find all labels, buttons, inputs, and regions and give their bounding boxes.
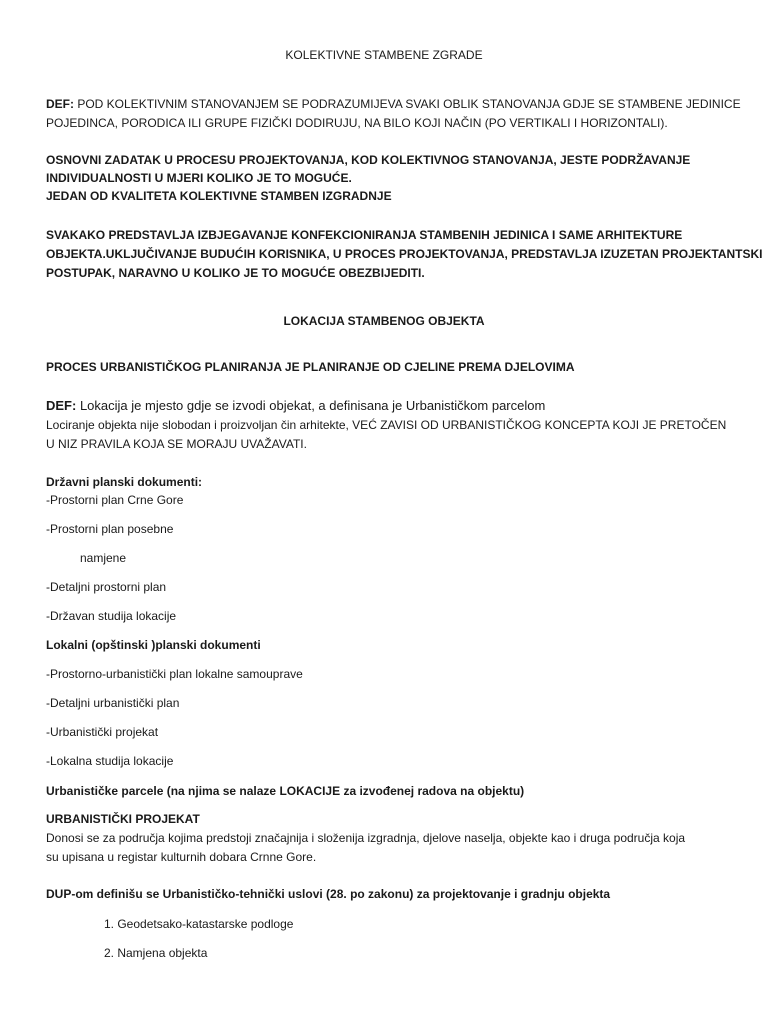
list-item: -Detaljni urbanistički plan (46, 696, 180, 710)
def-lokacija-line-2: Lociranje objekta nije slobodan i proizvoljan čin arhitekte, VEĆ ZAVISI OD URBANISTIČKOG KONCEPTA KOJI JE PRETOČEN (46, 418, 727, 432)
def-lokacija-line-1 (46, 397, 545, 415)
def-label-2: DEF: (46, 398, 77, 413)
parcels-heading: Urbanističke parcele (na njima se nalaze LOKACIJE za izvođenej radova na objektu) (46, 784, 525, 798)
process-statement: PROCES URBANISTIČKOG PLANIRANJA JE PLANIRANJE OD CJELINE PREMA DJELOVIMA (46, 360, 575, 374)
list-item: -Državan studija lokacije (46, 609, 177, 623)
list-item: namjene (80, 551, 127, 565)
dup-statement: DUP-om definišu se Urbanističko-tehnički uslovi (28. po zakonu) za projektovanje i gradnju objekta (46, 887, 611, 901)
local-docs-heading: Lokalni (opštinski )planski dokumenti (46, 638, 261, 652)
numbered-item: 2. Namjena objekta (104, 946, 208, 960)
task-line-1: OSNOVNI ZADATAK U PROCESU PROJEKTOVANJA, KOD KOLEKTIVNOG STANOVANJA, JESTE PODRŽAVANJE (46, 153, 691, 167)
def-kolektivno-line-1 (46, 95, 741, 113)
def-text-2: Lokacija je mjesto gdje se izvodi objekat, a definisana je Urbanističkom parcelom (76, 398, 546, 413)
list-item: -Urbanistički projekat (46, 725, 159, 739)
def-text: POD KOLEKTIVNIM STANOVANJEM SE PODRAZUMIJEVA SVAKI OBLIK STANOVANJA GDJE SE STAMBENE JEDINICE (74, 97, 741, 111)
numbered-item: 1. Geodetsako-katastarske podloge (104, 917, 294, 931)
task-line-3: JEDAN OD KVALITETA KOLEKTIVNE STAMBEN IZGRADNJE (46, 189, 392, 203)
urban-project-line-1: Donosi se za područja kojima predstoji značajnija i složenija izgradnja, djelove naselja, objekte kao i druga područja koja (46, 831, 686, 845)
quality-line-1: SVAKAKO PREDSTAVLJA IZBJEGAVANJE KONFEKCIONIRANJA STAMBENIH JEDINICA I SAME ARHITEKTURE (46, 228, 683, 242)
def-label: DEF: (46, 97, 74, 111)
quality-line-2: OBJEKTA.UKLJUČIVANJE BUDUĆIH KORISNIKA, U PROCES PROJEKTOVANJA, PREDSTAVLJA IZUZETAN PROJEKTANTSKI (46, 247, 763, 261)
def-kolektivno-line-2: POJEDINCA, PORODICA ILI GRUPE FIZIČKI DODIRUJU, NA BILO KOJI NAČIN (PO VERTIKALI I HORIZONTALI). (46, 116, 668, 130)
section-heading-lokacija: LOKACIJA STAMBENOG OBJEKTA (283, 314, 485, 328)
urban-project-heading: URBANISTIČKI PROJEKAT (46, 812, 200, 826)
quality-line-3: POSTUPAK, NARAVNO U KOLIKO JE TO MOGUĆE OBEZBIJEDITI. (46, 266, 425, 280)
list-item: -Lokalna studija lokacije (46, 754, 174, 768)
list-item: -Prostorni plan Crne Gore (46, 493, 184, 507)
task-line-2: INDIVIDUALNOSTI U MJERI KOLIKO JE TO MOGUĆE. (46, 171, 352, 185)
def-lokacija-line-3: U NIZ PRAVILA KOJA SE MORAJU UVAŽAVATI. (46, 437, 307, 451)
document-title: KOLEKTIVNE STAMBENE ZGRADE (285, 48, 483, 62)
list-item: -Prostorni plan posebne (46, 522, 174, 536)
list-item: -Prostorno-urbanistički plan lokalne samouprave (46, 667, 303, 681)
list-item: -Detaljni prostorni plan (46, 580, 167, 594)
urban-project-line-2: su upisana u registar kulturnih dobara Crnne Gore. (46, 850, 317, 864)
state-docs-heading: Državni planski dokumenti: (46, 475, 203, 489)
